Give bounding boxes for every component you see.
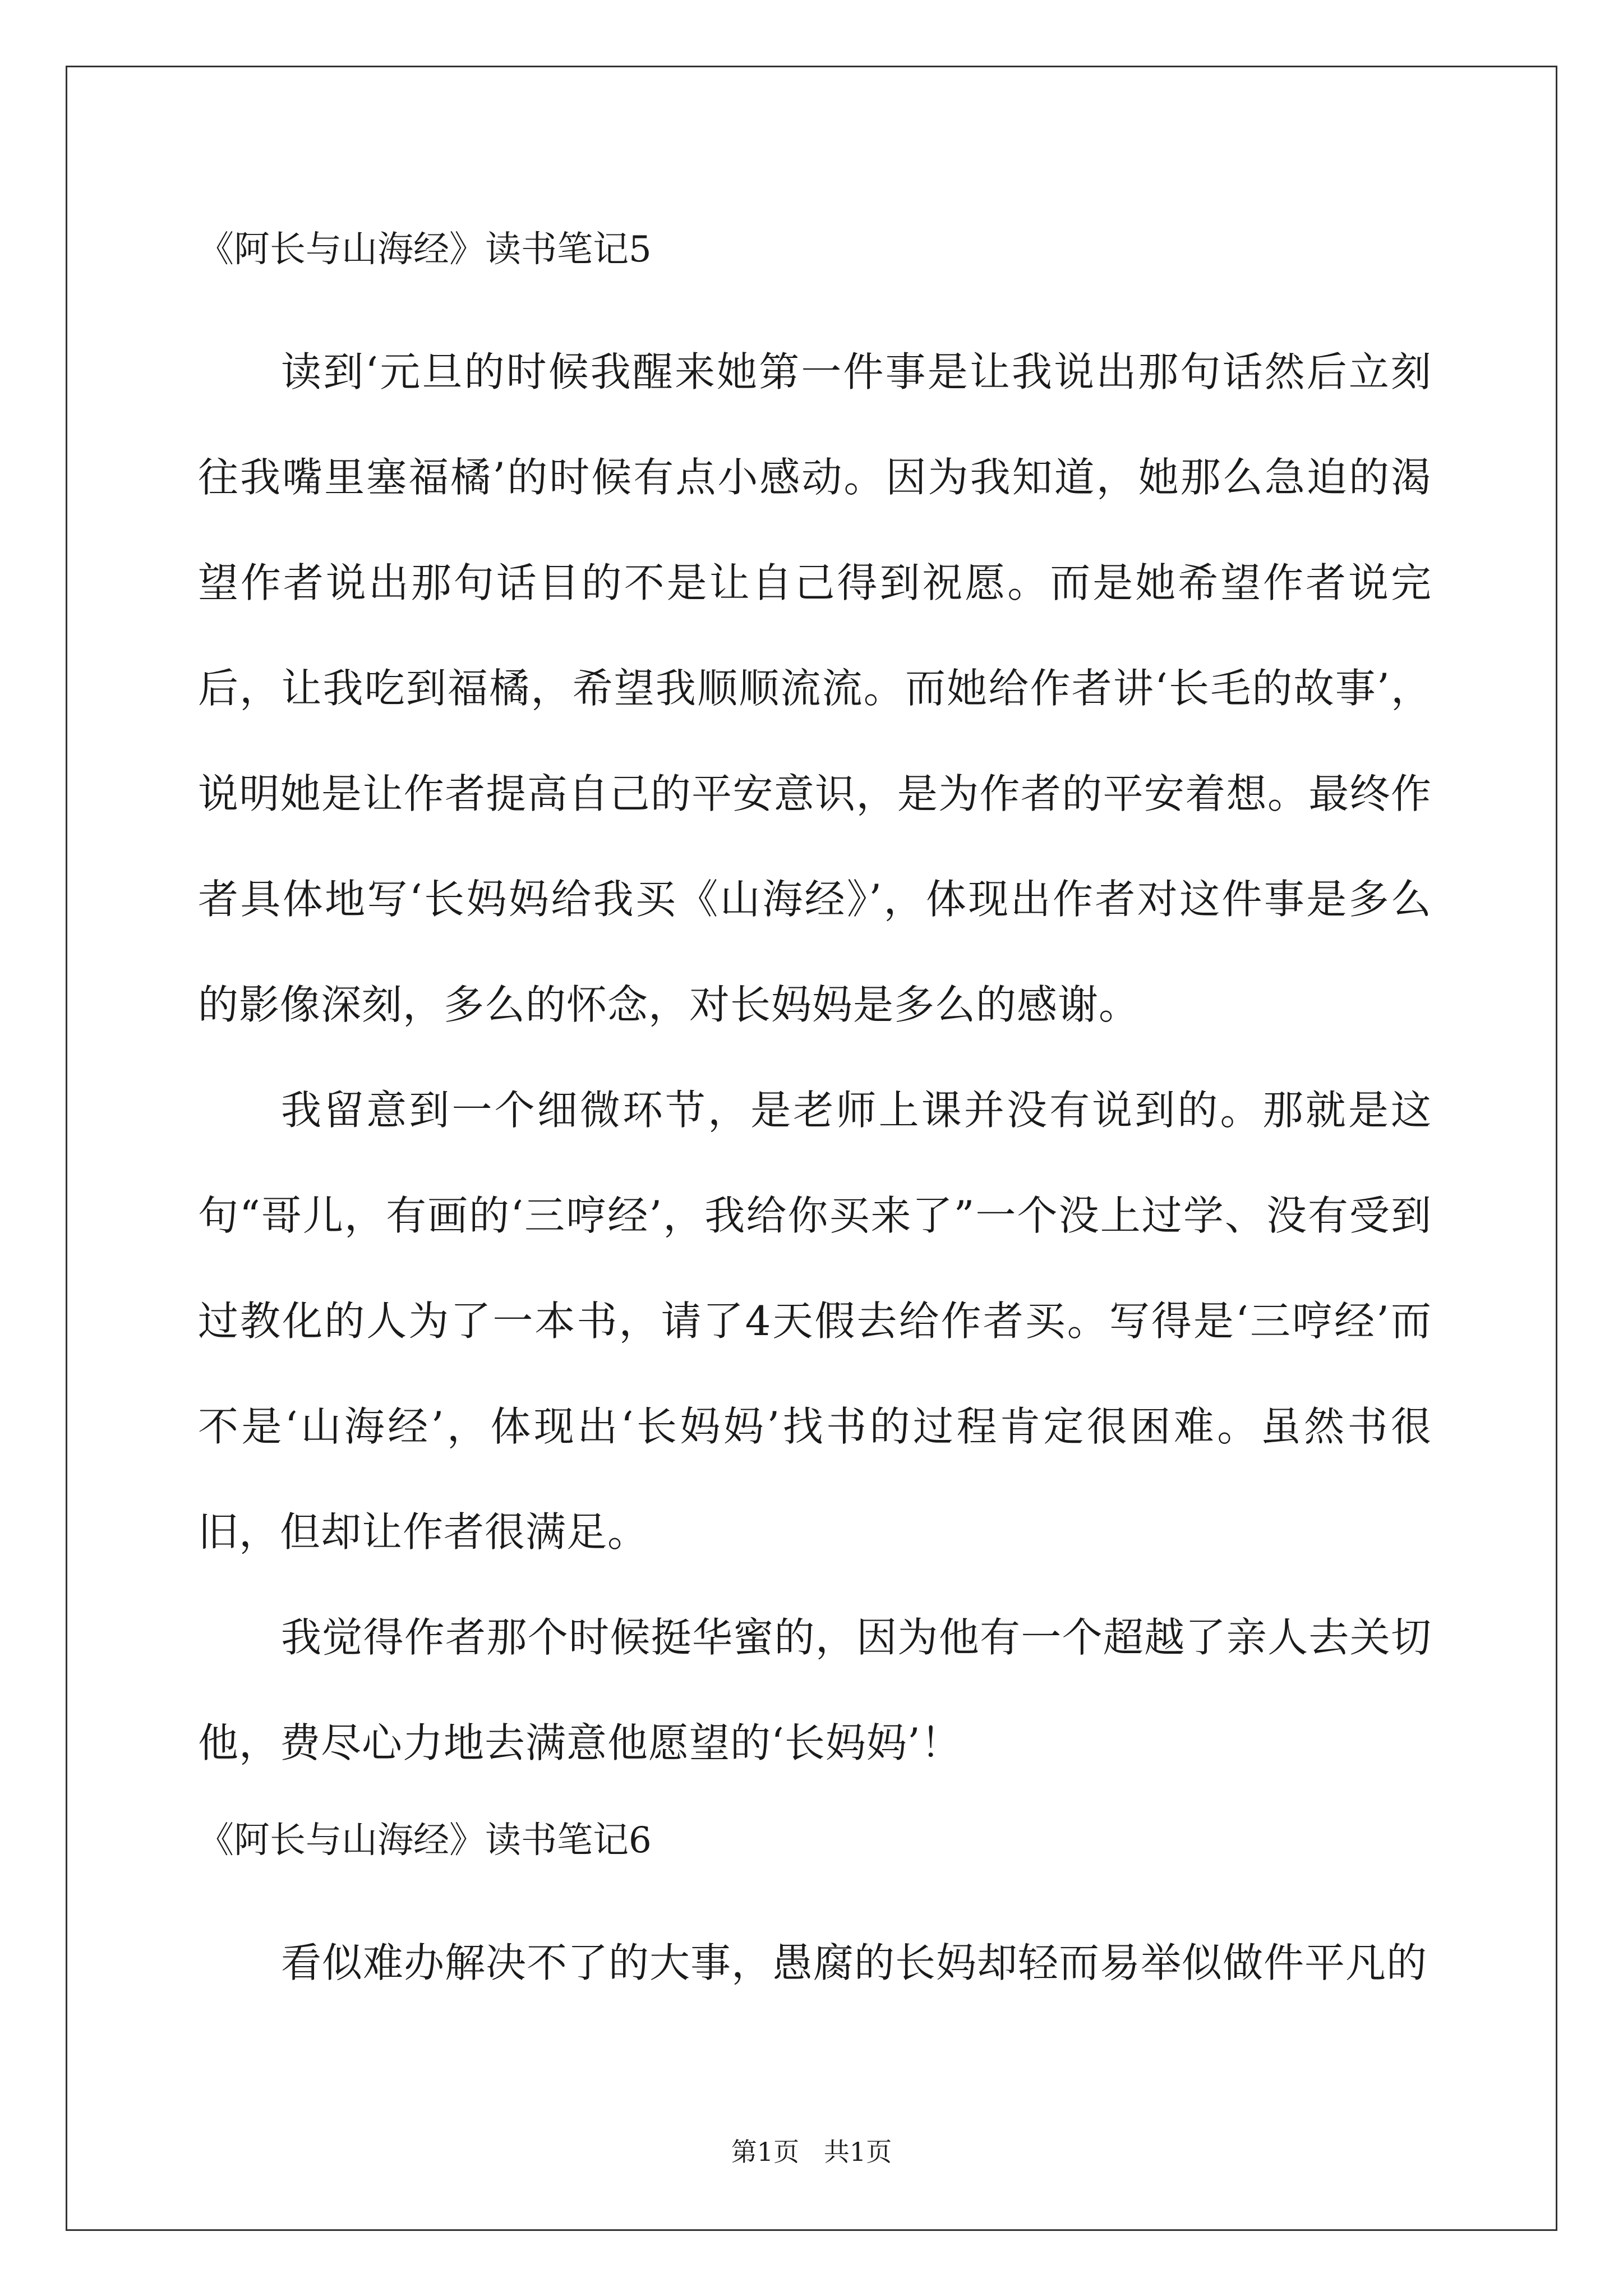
section-heading: 《阿长与山海经》读书笔记5 xyxy=(198,229,652,270)
paragraph: 我留意到一个细微环节，是老师上课并没有说到的。那就是这句“哥儿，有画的‘三哼经’，我给你买来了”一个没上过学、没有受到过教化的人为了一本书，请了4天假去给作者买。写得是‘三哼经’而不是‘山海经’，体现出‘长妈妈’找书的过程肯定很困难。虽然书很旧，但却让作者很满足。 xyxy=(198,1087,1432,1556)
paragraph: 读到‘元旦的时候我醒来她第一件事是让我说出那句话然后立刻往我嘴里塞福橘’的时候有点小感动。因为我知道，她那么急迫的渴望作者说出那句话目的不是让自己得到祝愿。而是她希望作者说完后，让我吃到福橘，希望我顺顺流流。而她给作者讲‘长毛的故事’，说明她是让作者提高自己的平安意识，是为作者的平安着想。最终作者具体地写‘长妈妈给我买《山海经》’，体现出作者对这件事是多么的影像深刻，多么的怀念，对长妈妈是多么的感谢。 xyxy=(198,348,1432,1028)
paragraph: 看似难办解决不了的大事，愚腐的长妈却轻而易举似做件平凡的 xyxy=(281,1939,1428,1986)
page-footer: 第1页 共1页 xyxy=(731,2137,892,2167)
paragraph: 我觉得作者那个时候挺华蜜的，因为他有一个超越了亲人去关切他，费尽心力地去满意他愿望的‘长妈妈’！ xyxy=(198,1614,1432,1766)
document-body xyxy=(198,222,1432,2016)
section-heading: 《阿长与山海经》读书笔记6 xyxy=(198,1820,652,1861)
